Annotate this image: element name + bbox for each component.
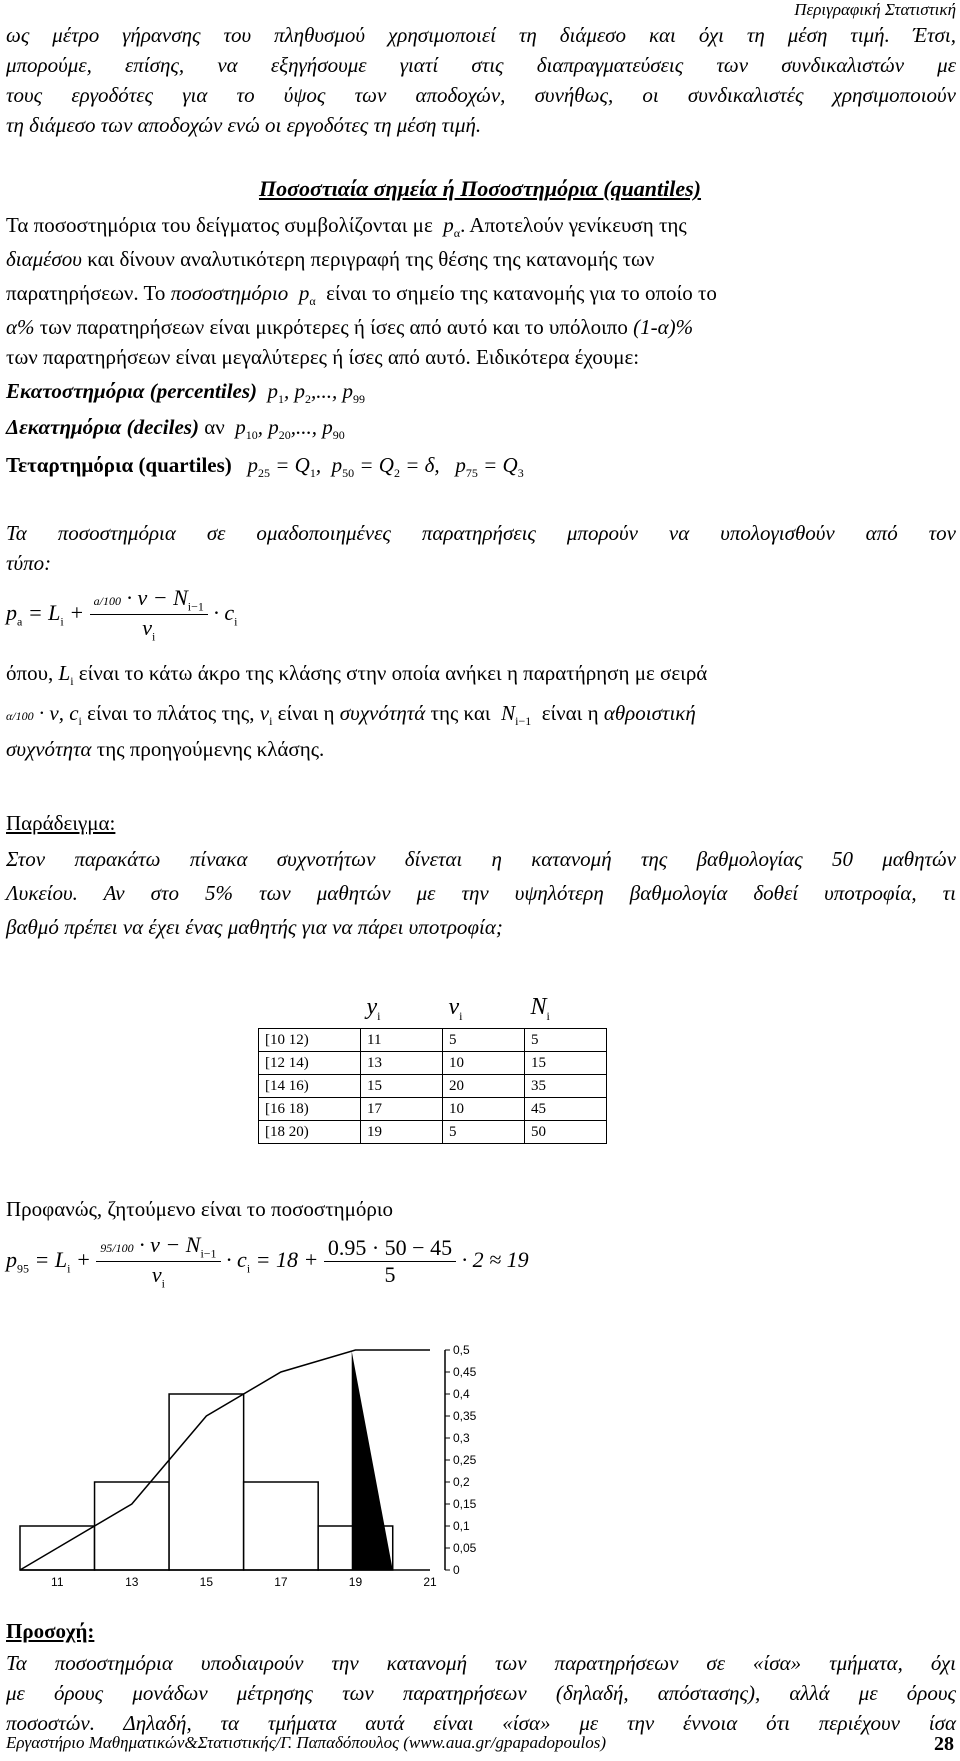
y-tick-label: 0,15 — [453, 1497, 477, 1511]
solution-fraction-2: $\frac{0.95 \cdot 50 - 45}{5}$ — [324, 1235, 456, 1288]
deciles-label: Δεκατημόρια (deciles) — [6, 415, 199, 439]
table-cell: 45 — [525, 1098, 607, 1121]
body-line-3 — [6, 280, 717, 314]
where-text: συχνότητά — [339, 701, 426, 725]
frequency-table — [258, 990, 607, 1144]
table-header-row — [259, 990, 607, 1029]
table-cell: 35 — [525, 1075, 607, 1098]
table-header-cell: $\nu_i$ — [448, 994, 463, 1023]
percentiles-label: Εκατοστημόρια (percentiles) — [6, 379, 258, 403]
y-tick-label: 0,45 — [453, 1365, 477, 1379]
table-cell: 17 — [361, 1098, 443, 1121]
body-line-5: των παρατηρήσεων είναι μεγαλύτερες ή ίσες από αυτό. Ειδικότερα έχουμε: — [6, 345, 640, 369]
y-tick-label: 0,05 — [453, 1541, 477, 1555]
percentiles-formula: $p_1$, $p_2$,..., $p_{99}$ — [262, 379, 366, 407]
p-alpha-symbol: $p_\alpha$ — [438, 213, 461, 241]
where-text: είναι το πλάτος της, — [87, 701, 255, 725]
table-cell: 5 — [443, 1029, 525, 1052]
table-header-cell: $N_i$ — [530, 994, 550, 1023]
nu-i-symbol: $\nu_i$ — [259, 701, 273, 729]
body-text: παρατηρήσεων. Το — [6, 281, 166, 305]
example-line-3: βαθμό πρέπει να έχει ένας μαθητής για να πάρει υποτροφία; — [6, 915, 503, 939]
where-text: είναι η — [541, 701, 599, 725]
table-row — [259, 1052, 607, 1075]
attention-line-1: Τα ποσοστημόρια υποδιαιρούν την κατανομή των παρατηρήσεων σε «ίσα» τμήματα, όχι — [6, 1651, 956, 1675]
body-line-1 — [6, 212, 687, 246]
table-row — [259, 1121, 607, 1144]
table-cell: 11 — [361, 1029, 443, 1052]
percentiles-def — [6, 378, 365, 412]
body-line-2 — [6, 246, 654, 272]
where-text: αθροιστική — [603, 701, 696, 725]
where-line-1 — [6, 660, 707, 694]
table-cell: 10 — [443, 1052, 525, 1075]
table-cell: 5 — [443, 1121, 525, 1144]
deciles-def — [6, 414, 345, 448]
table-row — [259, 1029, 607, 1052]
x-tick-label: 17 — [274, 1575, 288, 1589]
intro-line-4: τη διάμεσο των αποδοχών ενώ οι εργοδότες τη μέση τιμή. — [6, 113, 482, 137]
running-header: Περιγραφική Στατιστική — [794, 0, 956, 19]
table-cell: 19 — [361, 1121, 443, 1144]
table-header-cell: $y_i$ — [366, 994, 381, 1023]
formula-fraction: $\frac{a/100 \cdot \nu - N_{i-1}}{\nu_i}$ — [90, 585, 208, 645]
where-text: της και — [430, 701, 491, 725]
table-cell: 50 — [525, 1121, 607, 1144]
grouped-line-1: Τα ποσοστημόρια σε ομαδοποιημένες παρατηρήσεις μπορούν να υπολογισθούν από τον — [6, 521, 956, 545]
li-symbol: $L_i$ — [58, 661, 74, 689]
where-line-3 — [6, 736, 324, 762]
table-cell: [18 20) — [259, 1121, 361, 1144]
body-line-4 — [6, 314, 693, 340]
page-number: 28 — [934, 1733, 954, 1755]
y-tick-label: 0,3 — [453, 1431, 470, 1445]
body-text: . Αποτελούν γενίκευση της — [460, 213, 687, 237]
y-tick-label: 0 — [453, 1563, 460, 1577]
table-cell: 15 — [361, 1075, 443, 1098]
table-cell: 13 — [361, 1052, 443, 1075]
shaded-top-5-percent — [352, 1351, 393, 1570]
section-title: Ποσοστιαία σημεία ή Ποσοστημόρια (quantiles) — [258, 176, 702, 201]
body-text: είναι το σημείο της κατανομής για το οποίο το — [326, 281, 717, 305]
deciles-an: αν — [204, 415, 225, 439]
where-text: συχνότητα — [6, 737, 92, 761]
intro-line-3: τους εργοδότες για το ύψος των αποδοχών, συνήθως, οι συνδικαλιστές χρησιμοποιούν — [6, 83, 956, 107]
y-tick-label: 0,2 — [453, 1475, 470, 1489]
solution-formula: $p_{95} = L_i$ + $\frac{95/100 \cdot \nu - N_{i-1}}{\nu_i}$ · $c_i = 18$ + $\frac{0.95 \cdot 50 - 45}{5}$ · 2 ≈ 19 — [6, 1232, 529, 1291]
x-tick-label: 15 — [199, 1575, 214, 1589]
x-tick-label: 11 — [51, 1575, 64, 1589]
table-cell: 5 — [525, 1029, 607, 1052]
y-tick-label: 0,5 — [453, 1343, 470, 1357]
x-tick-label: 13 — [125, 1575, 139, 1589]
solution-line: Προφανώς, ζητούμενο είναι το ποσοστημόριο — [6, 1197, 394, 1221]
table-header-cell — [259, 990, 361, 1029]
where-line-2 — [6, 700, 696, 734]
where-text: είναι το κάτω άκρο της κλάσης στην οποία ανήκει η παρατήρηση με σειρά — [78, 661, 708, 685]
table-cell: [16 18) — [259, 1098, 361, 1121]
intro-line-2: μπορούμε, επίσης, να εξηγήσουμε γιατί στις διαπραγματεύσεις των συνδικαλιστών με — [6, 53, 956, 77]
attention-line-2: με όρους μονάδων μέτρησης των παρατηρήσεων (δηλαδή, απόστασης), αλλά με όρους — [6, 1681, 956, 1705]
table-cell: 20 — [443, 1075, 525, 1098]
table-cell: [14 16) — [259, 1075, 361, 1098]
percentile-formula: $p_a = L_i$ + $\frac{a/100 \cdot \nu - N_{i-1}}{\nu_i}$ · $c_i$ — [6, 585, 238, 644]
example-line-2: Λυκείου. Αν στο 5% των μαθητών με την υψηλότερη βαθμολογία δοθεί υποτροφία, τι — [6, 881, 956, 905]
quartiles-label: Τεταρτημόρια (quartiles) — [6, 453, 232, 477]
histogram-bar — [244, 1482, 319, 1570]
p-alpha-symbol: $p_\alpha$ — [293, 281, 316, 309]
solution-fraction-1: $\frac{95/100 \cdot \nu - N_{i-1}}{\nu_i}$ — [96, 1232, 220, 1292]
body-text: των παρατηρήσεων είναι μικρότερες ή ίσες από αυτό και το υπόλοιπο — [39, 315, 628, 339]
quartiles-formula: $p_{25} = Q_1$, $p_{50} = Q_2 = \delta$, $p_{75} = Q_3$ — [237, 453, 524, 481]
body-text: (1-α)% — [633, 315, 694, 339]
y-tick-label: 0,25 — [453, 1453, 477, 1467]
histogram-bar — [95, 1482, 170, 1570]
attention-line-3: ποσοστών. Δηλαδή, τα τμήματα αυτά είναι «ίσα» με την έννοια ότι περιέχουν ίσα — [6, 1711, 956, 1735]
example-line-1: Στον παρακάτω πίνακα συχνοτήτων δίνεται η κατανομή της βαθμολογίας 50 μαθητών — [6, 847, 956, 871]
n-i-1-symbol: $N_{i-1}$ — [495, 701, 532, 729]
footer-text: Εργαστήριο Μαθηματικών&Στατιστικής/Γ. Παπαδόπουλος (www.aua.gr/gpapadopoulos) — [6, 1733, 606, 1752]
attention-label: Προσοχή: — [6, 1619, 95, 1643]
histogram-chart — [0, 1330, 600, 1600]
table-cell: [12 14) — [259, 1052, 361, 1075]
x-tick-label: 21 — [423, 1575, 437, 1589]
grouped-line-2: τύπο: — [6, 551, 52, 575]
example-label: Παράδειγμα: — [6, 811, 116, 835]
histogram-bar — [169, 1394, 244, 1570]
y-tick-label: 0,35 — [453, 1409, 477, 1423]
y-tick-label: 0,4 — [453, 1387, 470, 1401]
table-cell: 15 — [525, 1052, 607, 1075]
body-text: και δίνουν αναλυτικότερη περιγραφή της θέσης της κατανομής των — [87, 247, 655, 271]
body-text: α% — [6, 315, 35, 339]
table-cell: 10 — [443, 1098, 525, 1121]
body-text: Τα ποσοστημόρια του δείγματος συμβολίζονται με — [6, 213, 433, 237]
table-cell: [10 12) — [259, 1029, 361, 1052]
table-row — [259, 1098, 607, 1121]
alpha-nu-symbol: α/100 · ν, $c_i$ — [6, 701, 82, 729]
where-text: όπου, — [6, 661, 54, 685]
where-text: της προηγούμενης κλάσης. — [96, 737, 325, 761]
table-row — [259, 1075, 607, 1098]
quartiles-def — [6, 452, 524, 486]
body-text: διαμέσου — [6, 247, 82, 271]
y-tick-label: 0,1 — [453, 1519, 470, 1533]
intro-line-1: ως μέτρο γήρανσης του πληθυσμού χρησιμοποιεί τη διάμεσο και όχι τη μέση τιμή. Έτσι, — [6, 23, 956, 47]
x-tick-label: 19 — [348, 1575, 363, 1589]
body-text: ποσοστημόριο — [170, 281, 289, 305]
where-text: είναι η — [277, 701, 335, 725]
deciles-formula: $p_{10}$, $p_{20}$,..., $p_{90}$ — [229, 415, 345, 443]
